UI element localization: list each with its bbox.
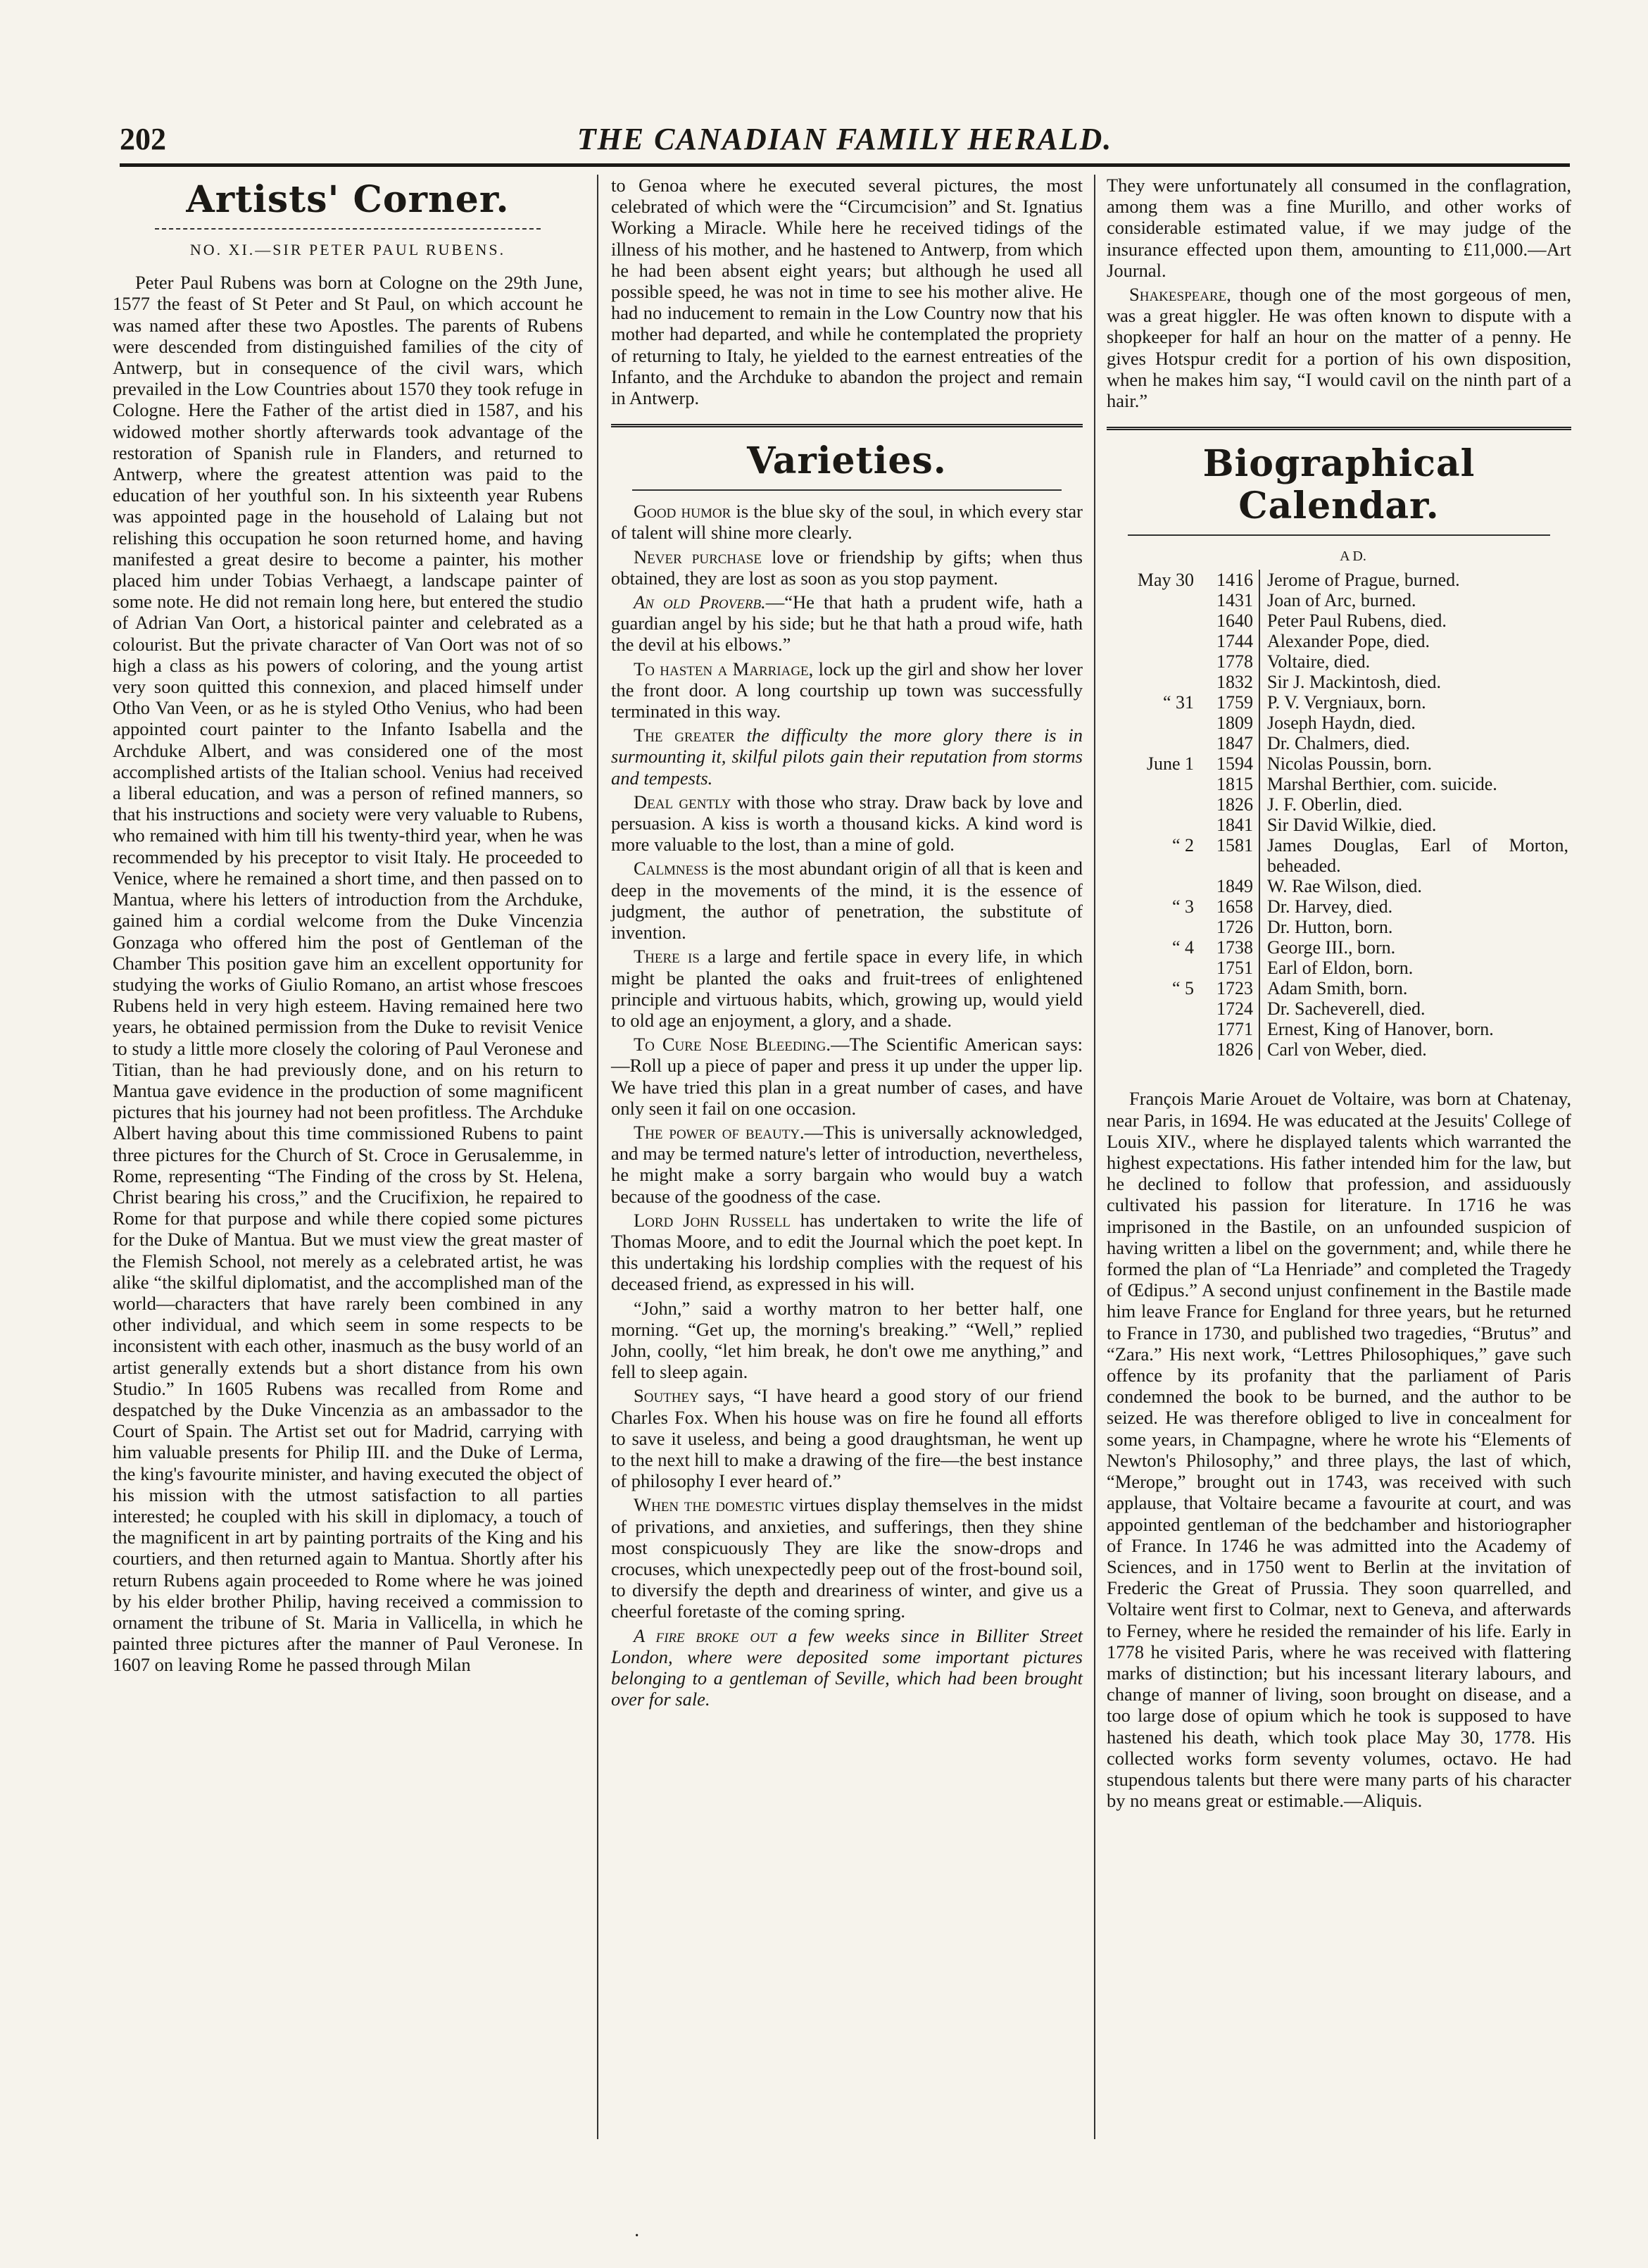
calendar-event: J. F. Oberlin, died. <box>1267 794 1403 815</box>
calendar-row <box>1107 1039 1571 1060</box>
calendar-date: June 1 <box>1146 753 1194 775</box>
calendar-row <box>1107 692 1571 713</box>
variety-item: Southey says, “I have heard a good story of our friend Charles Fox. When his house was on fire he found all efforts to save it useless, and being a good draughtsman, he went up to the next hill to make a drawing of the fire—the best instance of philosophy I ever heard of.” <box>611 1385 1083 1492</box>
variety-item: The greater the difficulty the more glory there is in surmounting it, skilful pilots gain their reputation from storms and tempests. <box>611 725 1083 789</box>
calendar-event: Dr. Hutton, born. <box>1267 917 1393 938</box>
calendar-event: Jerome of Prague, burned. <box>1267 570 1460 591</box>
calendar-year: 1726 <box>1201 917 1259 937</box>
calendar-year: 1832 <box>1201 672 1259 692</box>
calendar-date <box>1107 815 1201 835</box>
calendar-row <box>1107 733 1571 753</box>
dashed-rule <box>155 228 541 230</box>
calendar-event: Dr. Harvey, died. <box>1267 896 1393 917</box>
calendar-event: Earl of Eldon, born. <box>1267 958 1414 979</box>
calendar-row <box>1107 835 1571 876</box>
variety-item: Deal gently with those who stray. Draw back by love and persuasion. A kiss is worth a thousand kicks. A kind word is more valuable to the lost, than a mine of gold. <box>611 791 1083 856</box>
calendar-event: Sir David Wilkie, died. <box>1267 815 1437 836</box>
calendar-year: 1826 <box>1201 1039 1259 1060</box>
variety-item: To Cure Nose Bleeding.—The Scientific American says:—Roll up a piece of paper and press it up under the upper lip. We have tried this plan in a great number of cases, and have only seen it fail on one occasion. <box>611 1034 1083 1119</box>
calendar-year: 1581 <box>1201 835 1259 876</box>
calendar-event: Peter Paul Rubens, died. <box>1267 610 1447 632</box>
calendar-year: 1738 <box>1201 937 1259 958</box>
calendar-year: 1594 <box>1201 753 1259 774</box>
calendar-date <box>1107 958 1201 978</box>
calendar-event: George III., born. <box>1267 937 1396 958</box>
calendar-year: 1841 <box>1201 815 1259 835</box>
calendar-row <box>1107 815 1571 835</box>
article-fire-continued: They were unfortunately all consumed in the conflagration, among them was a fine Murillo, and other works of considerable estimated value, if we may judge of the insurance effected upon them, amounting to £11,000.—Art Journal. <box>1107 175 1571 281</box>
calendar-row <box>1107 937 1571 958</box>
calendar-event: Adam Smith, born. <box>1267 978 1408 999</box>
column-biographical <box>1107 175 1571 1814</box>
variety-item: There is a large and fertile space in every life, in which might be planted the oaks and fruit-trees of enlightened principle and virtuous habits, which, growing up, would yield to old age an enjoyment, a glory, and a shade. <box>611 946 1083 1031</box>
stray-marks: · <box>634 2225 641 2247</box>
section-heading-artists-corner: Artists' Corner. <box>186 178 510 221</box>
calendar-year: 1723 <box>1201 978 1259 998</box>
running-head <box>120 121 1570 158</box>
article-voltaire: François Marie Arouet de Voltaire, was born at Chatenay, near Paris, in 1694. He was educated at the Jesuits' College of Louis XIV., where he displayed talents which warranted the highest expectations. His father intended him for the law, but he declined to follow that profession, and assiduously cultivated his passion for literature. In 1716 he was imprisoned in the Bastile, on an unfounded suspicion of having written a libel on the government; and, while there he formed the plan of “La Henriade” and completed the Tragedy of Œdipus.” A second unjust confinement in the Bastile made him leave France for England for three years, but he returned to France in 1730, and published two tragedies, “Brutus” and “Zara.” His next work, “Lettres Philosophiques,” gave such offence by its profanity that the parliament of Paris condemned the book to be burned, and the author to be seized. He was therefore obliged to live in concealment for some years, in Champagne, where he wrote his “Elements of Newton's Philosophy,” and three plays, the last of which, “Merope,” brought out in 1743, was received with such applause, that Voltaire became a favourite at court, and was appointed gentleman of the bedchamber and historiographer of France. In 1746 he was admitted into the Academy of Sciences, and in 1750 went to Berlin at the invitation of Frederic the Great of Prussia. They soon quarrelled, and Voltaire went first to Colmar, next to Geneva, and afterwards to Ferney, where he resided the remainder of his life. Early in 1778 he visited Paris, where he was received with flattering marks of distinction; but his incessant literary labours, and change of manner of living, soon brought on disease, and a too large dose of opium which he took is supposed to have hastened his death, which took place May 30, 1778. His collected works form seventy volumes, octavo. He had stupendous talents but there were many parts of his character by no means great or estimable.—Aliquis. <box>1107 1088 1571 1812</box>
calendar-date: “ 5 <box>1171 978 1194 999</box>
calendar-event: Alexander Pope, died. <box>1267 631 1430 652</box>
heading-rule <box>632 489 1062 491</box>
calendar-date <box>1107 713 1201 733</box>
calendar-year: 1847 <box>1201 733 1259 753</box>
calendar-year: 1809 <box>1201 713 1259 733</box>
calendar-event: Carl von Weber, died. <box>1267 1039 1427 1060</box>
calendar-year: 1416 <box>1201 570 1259 590</box>
column-divider-2 <box>1094 175 1095 2139</box>
calendar-row <box>1107 896 1571 917</box>
calendar-date <box>1107 1039 1201 1060</box>
calendar-date <box>1107 733 1201 753</box>
calendar-year: 1744 <box>1201 631 1259 651</box>
header-rule <box>120 163 1570 167</box>
calendar-row <box>1107 917 1571 937</box>
section-heading-biographical-calendar: Biographical Calendar. <box>1202 442 1476 528</box>
calendar-date <box>1107 876 1201 896</box>
section-rule <box>1107 427 1571 430</box>
variety-item: “John,” said a worthy matron to her better half, one morning. “Get up, the morning's breaking.” “Well,” replied John, coolly, “let him break, he don't owe me anything,” and fell to sleep again. <box>611 1297 1083 1383</box>
calendar-row <box>1107 570 1571 590</box>
calendar-event: Dr. Chalmers, died. <box>1267 733 1410 754</box>
calendar-year: 1751 <box>1201 958 1259 978</box>
calendar-event: Joan of Arc, burned. <box>1267 590 1416 611</box>
calendar-date <box>1107 1019 1201 1039</box>
calendar-year: 1431 <box>1201 590 1259 610</box>
calendar-year: 1724 <box>1201 998 1259 1019</box>
calendar-date <box>1107 610 1201 631</box>
calendar-event: Joseph Haydn, died. <box>1267 713 1416 734</box>
section-heading-varieties: Varieties. <box>747 439 947 483</box>
calendar-row <box>1107 713 1571 733</box>
calendar-date <box>1107 590 1201 610</box>
variety-item: Calmness is the most abundant origin of all that is keen and deep in the movements of the mind, it is the essence of judgment, the author of penetration, the substitute of invention. <box>611 858 1083 944</box>
calendar-date <box>1107 917 1201 937</box>
calendar-year: 1658 <box>1201 896 1259 917</box>
calendar-event: Sir J. Mackintosh, died. <box>1267 672 1441 693</box>
calendar-year: 1759 <box>1201 692 1259 713</box>
calendar-row <box>1107 978 1571 998</box>
calendar-date <box>1107 794 1201 815</box>
calendar-year: 1771 <box>1201 1019 1259 1039</box>
calendar-row <box>1107 998 1571 1019</box>
calendar-row <box>1107 794 1571 815</box>
calendar-event: W. Rae Wilson, died. <box>1267 876 1422 897</box>
calendar-date <box>1107 651 1201 672</box>
article-rubens-continued: to Genoa where he executed several pictures, the most celebrated of which were the “Circumcision” and St. Ignatius Working a Miracle. While here he received tidings of the illness of his mother, and he hastened to Antwerp, from which he had been absent eight years; but although he used all possible speed, he was not in time to see his mother alive. He had no inducement to remain in the Low Country now that his mother had departed, and while he contemplated the propriety of returning to Italy, he yielded to the earnest entreaties of the Infanto, and the Archduke to abandon the project and remain in Antwerp. <box>611 175 1083 409</box>
calendar-event: Ernest, King of Hanover, born. <box>1267 1019 1494 1040</box>
column-artists-corner <box>113 175 583 1679</box>
calendar-row <box>1107 753 1571 774</box>
variety-item: Never purchase love or friendship by gifts; when thus obtained, they are lost as soon as you stop payment. <box>611 546 1083 589</box>
variety-item: When the domestic virtues display themselves in the midst of privations, and anxieties, and sufferings, then they shine most conspicuously They are like the snow-drops and crocuses, which unexpectedly peep out of the frost-bound soil, to diversify the depth and dreariness of winter, and give us a cheerful foretaste of the coming spring. <box>611 1494 1083 1622</box>
variety-item: An old Proverb.—“He that hath a prudent wife, hath a guardian angel by his side; but he that hath a proud wife, hath the devil at his elbows.” <box>611 591 1083 656</box>
calendar-event: Voltaire, died. <box>1267 651 1371 672</box>
calendar-row <box>1107 876 1571 896</box>
calendar-row <box>1107 958 1571 978</box>
calendar-row <box>1107 651 1571 672</box>
calendar-row <box>1107 1019 1571 1039</box>
variety-item: A fire broke out a few weeks since in Billiter Street London, where were deposited some important pictures belonging to a gentleman of Seville, which had been brought over for sale. <box>611 1624 1083 1710</box>
calendar-year: 1826 <box>1201 794 1259 815</box>
calendar-event: Marshal Berthier, com. suicide. <box>1267 774 1497 795</box>
calendar-year: 1640 <box>1201 610 1259 631</box>
calendar-date: “ 3 <box>1171 896 1194 917</box>
variety-item: To hasten a Marriage, lock up the girl and show her lover the front door. A long courtship up town was successfully terminated in this way. <box>611 658 1083 722</box>
article-shakespeare: Shakespeare, though one of the most gorgeous of men, was a great higgler. He was often known to dispute with a shopkeeper for half an hour on the matter of a penny. He gives Hotspur credit for a portion of his own disposition, when he makes him say, “I would cavil on the ninth part of a hair.” <box>1107 284 1571 412</box>
variety-item: The power of beauty.—This is universally acknowledged, and may be termed nature's letter of introduction, nevertheless, he might make a sorry bargain who would buy a watch because of the goodness of the case. <box>611 1121 1083 1207</box>
calendar-year: 1815 <box>1201 774 1259 794</box>
section-rule <box>611 424 1083 427</box>
calendar-date: May 30 <box>1137 570 1194 591</box>
calendar-date: “ 4 <box>1171 937 1194 958</box>
calendar-date <box>1107 631 1201 651</box>
calendar-date <box>1107 998 1201 1019</box>
page-number: 202 <box>120 122 166 156</box>
calendar-row <box>1107 631 1571 651</box>
article-rubens-body: Peter Paul Rubens was born at Cologne on the 29th June, 1577 the feast of St Peter and St Paul, on which account he was named after these two Apostles. The parents of Rubens were descended from distinguished families of the city of Antwerp, but in consequence of the civil wars, which prevailed in the Low Countries about 1570 they took refuge in Cologne. Here the Father of the artist died in 1587, and his widowed mother shortly afterwards took advantage of the restoration of Spanish rule in Flanders, and returned to Antwerp, where the greatest attention was paid to the education of her youthful son. In his sixteenth year Rubens was appointed page in the household of Lalaing but not relishing this occupation he soon returned home, and having manifested a great desire to become a painter, his mother placed him under Tobias Verhaegt, a landscape painter of some note. He did not remain long here, but entered the studio of Adrian Van Oort, a historical painter and celebrated as a colourist. But the private character of Van Oort was not of so high a class as his powers of coloring, and the young artist very soon quitted this connexion, and placed himself under Otho Van Veen, or as he is styled Otho Venius, who had been appointed court painter to the Infanto Isabella and the Archduke Albert, and was considered one of the most accomplished artists of the Italian school. Venius had received a liberal education, and was a person of refined manners, so that his instructions and society were very valuable to Rubens, who remained with him till his twenty-third year, when he was recommended by his preceptor to visit Italy. He proceeded to Venice, where he remained a short time, and then passed on to Mantua, where his letters of introduction from the Archduke, gained him a cordial welcome from the Duke Vincenzia Gonzaga who offered him the post of Gentleman of the Chamber This position gave him an excellent opportunity for studying the works of Giulio Romano, an artist whose frescoes Rubens held in very high esteem. Having remained here two years, he obtained permission from the Duke to revisit Venice to study a little more closely the coloring of Paul Veronese and Titian, than he had previously done, and on his return to Mantua gave evidence in the production of some magnificent pictures that his journey had not been profitless. The Archduke Albert having about this time commissioned Rubens to paint three pictures for the Church of St. Croce in Gerusalemme, in Rome, representing “The Finding of the cross by St. Helena, Christ bearing his cross,” and the Crucifixion, he repaired to Rome for that purpose and while there copied some pictures for the Duke of Mantua. But we must view the great master of the Flemish School, not merely as a celebrated artist, he was alike “the skilful diplomatist, and the accomplished man of the world—characters that have rarely been combined in any other individual, and which seem in some respects to be inconsistent with each other, inasmuch as the busy world of an artist generally extends but a short distance from his own Studio.” In 1605 Rubens was recalled from Rome and despatched by the Duke Vincenzia as an ambassador to the Court of Spain. The Artist set out for Madrid, carrying with him valuable presents for Philip III. and the Duke of Lerma, the king's favourite minister, and having executed the object of his mission with the utmost satisfaction to all parties interested; he coupled with his skill in diplomacy, a touch of the magnificent in art by painting portraits of the King and his courtiers, and then returned again to Mantua. Shortly after his return Rubens again proceeded to Rome where he was joined by his elder brother Philip, having received a commission to ornament the tribune of St. Maria in Vallicella, in which he painted three pictures after the manner of Paul Veronese. In 1607 on leaving Rome he passed through Milan <box>113 272 583 1676</box>
biographical-calendar-table <box>1107 570 1571 1060</box>
calendar-event: P. V. Vergniaux, born. <box>1267 692 1426 713</box>
calendar-event: James Douglas, Earl of Morton, beheaded. <box>1267 835 1568 877</box>
calendar-row <box>1107 672 1571 692</box>
publication-title: THE CANADIAN FAMILY HERALD. <box>577 122 1113 156</box>
calendar-row <box>1107 610 1571 631</box>
article-subheading: NO. XI.—SIR PETER PAUL RUBENS. <box>189 241 506 258</box>
calendar-era-label: A D. <box>1340 549 1366 565</box>
calendar-year: 1849 <box>1201 876 1259 896</box>
calendar-row <box>1107 774 1571 794</box>
variety-item: Good humor is the blue sky of the soul, in which every star of talent will shine more clearly. <box>611 501 1083 544</box>
calendar-date: “ 2 <box>1171 835 1194 856</box>
calendar-year: 1778 <box>1201 651 1259 672</box>
calendar-date: “ 31 <box>1162 692 1194 713</box>
calendar-event: Nicolas Poussin, born. <box>1267 753 1432 775</box>
variety-item: Lord John Russell has undertaken to write the life of Thomas Moore, and to edit the Journal which the poet kept. In this undertaking his lordship complies with the request of his deceased friend, as expressed in his will. <box>611 1209 1083 1295</box>
calendar-row <box>1107 590 1571 610</box>
column-divider-1 <box>597 175 598 2139</box>
column-varieties <box>611 175 1083 1712</box>
calendar-date <box>1107 672 1201 692</box>
calendar-date <box>1107 774 1201 794</box>
calendar-event: Dr. Sacheverell, died. <box>1267 998 1426 1020</box>
heading-rule <box>1128 534 1550 536</box>
